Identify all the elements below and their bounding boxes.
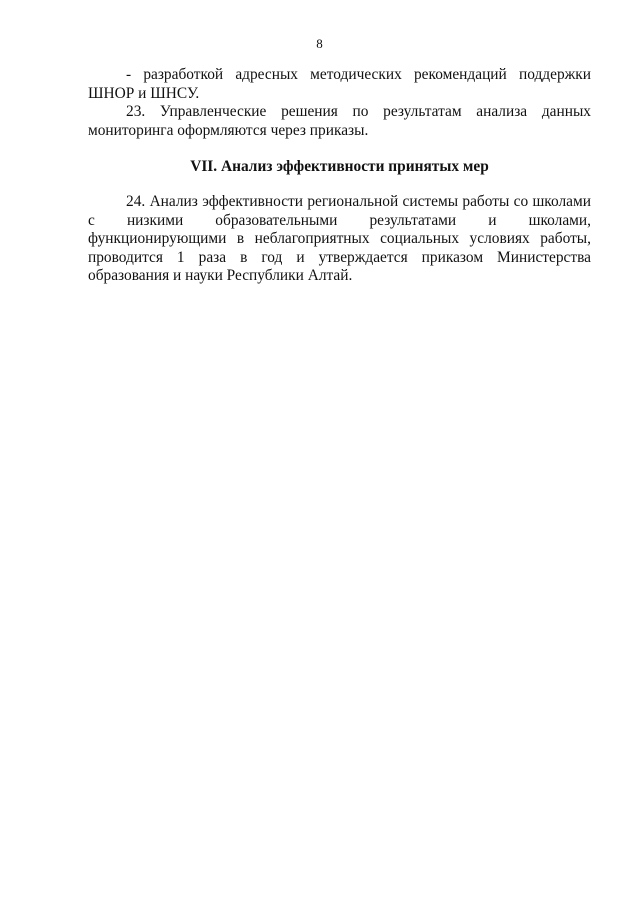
section-heading: VII. Анализ эффективности принятых мер xyxy=(190,158,489,176)
paragraph-recommendations: - разработкой адресных методических рекомендаций поддержки ШНОР и ШНСУ. xyxy=(88,66,591,102)
paragraph-24: 24. Анализ эффективности региональной системы работы со школами с низкими образовательными результатами и школами, функционирующими в неблагоприятных социальных условиях работы, проводится 1 раза в год и утверждается приказом Министерства образования и науки Республики Алтай. xyxy=(88,192,591,285)
page-number: 8 xyxy=(316,36,323,51)
paragraph-23: 23. Управленческие решения по результатам анализа данных мониторинга оформляются через приказы. xyxy=(88,103,591,139)
document-body xyxy=(88,66,591,286)
